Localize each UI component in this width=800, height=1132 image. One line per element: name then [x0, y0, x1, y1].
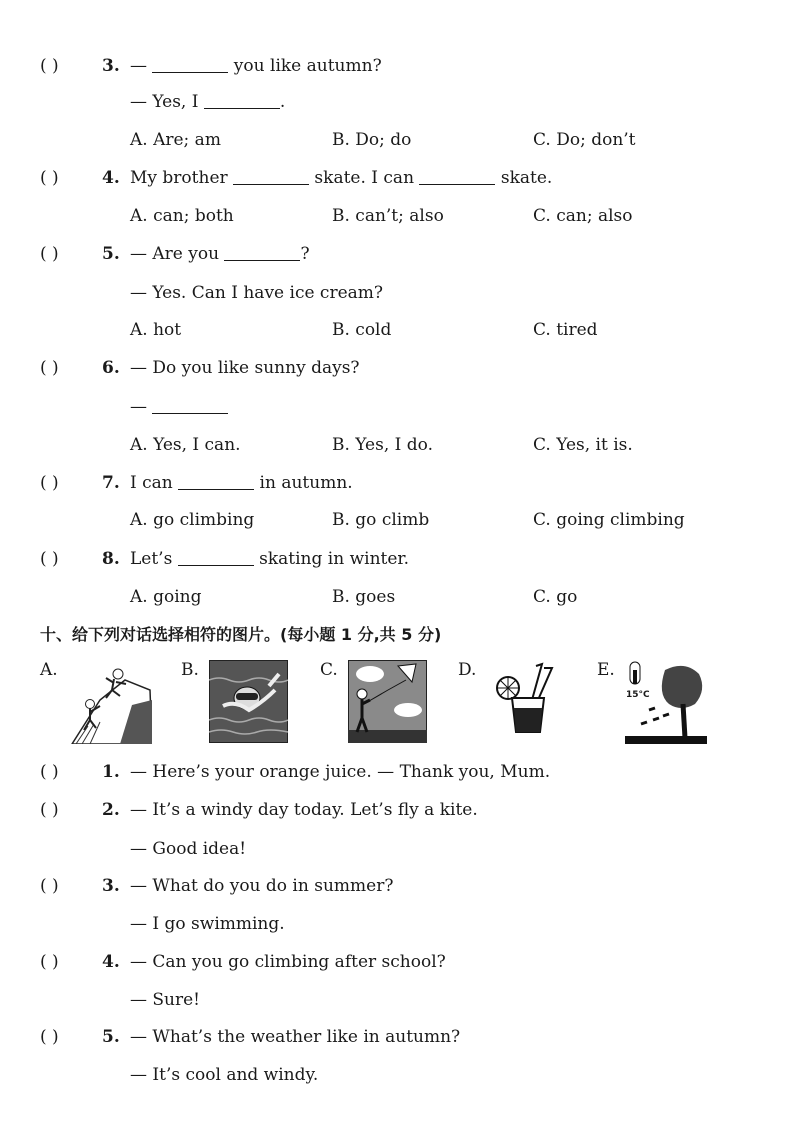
question-number: 7.	[102, 473, 120, 493]
option-b[interactable]: B. Do; do	[332, 130, 412, 150]
answer-paren[interactable]: ( )	[40, 800, 59, 820]
option-a[interactable]: A. go climbing	[130, 510, 255, 530]
question-text: Let’s skating in winter.	[130, 549, 410, 569]
answer-paren[interactable]: ( )	[40, 56, 59, 76]
section-heading: 十、给下列对话选择相符的图片。(每小题 1 分,共 5 分)	[40, 625, 442, 644]
option-c[interactable]: C. can; also	[533, 206, 633, 226]
picture-label-e: E.	[597, 660, 615, 680]
fill-blank[interactable]	[152, 56, 228, 73]
option-b[interactable]: B. Yes, I do.	[332, 435, 433, 455]
option-b[interactable]: B. go climb	[332, 510, 430, 530]
option-a[interactable]: A. Yes, I can.	[130, 435, 241, 455]
question-number: 2.	[102, 800, 120, 820]
orange-juice-icon[interactable]	[496, 660, 558, 734]
answer-paren[interactable]: ( )	[40, 762, 59, 782]
answer-paren[interactable]: ( )	[40, 473, 59, 493]
option-b[interactable]: B. can’t; also	[332, 206, 444, 226]
question-number: 4.	[102, 168, 120, 188]
question-number: 6.	[102, 358, 120, 378]
question-number: 3.	[102, 876, 120, 896]
swimming-picture-icon[interactable]	[209, 660, 288, 743]
option-a[interactable]: A. Are; am	[130, 130, 221, 150]
fill-blank[interactable]	[178, 473, 254, 490]
option-c[interactable]: C. going climbing	[533, 510, 685, 530]
fill-blank[interactable]	[419, 168, 495, 185]
question-text: — Are you ?	[130, 244, 310, 264]
answer-paren[interactable]: ( )	[40, 244, 59, 264]
option-c[interactable]: C. Yes, it is.	[533, 435, 633, 455]
question-text: I can in autumn.	[130, 473, 353, 493]
question-number: 8.	[102, 549, 120, 569]
option-c[interactable]: C. tired	[533, 320, 598, 340]
answer-paren[interactable]: ( )	[40, 549, 59, 569]
option-a[interactable]: A. hot	[130, 320, 182, 340]
thermometer-reading: 15°C	[626, 690, 650, 700]
fill-blank[interactable]	[152, 397, 228, 414]
fill-blank[interactable]	[204, 92, 280, 109]
fill-blank[interactable]	[224, 244, 300, 261]
fill-blank[interactable]	[178, 549, 254, 566]
answer-paren[interactable]: ( )	[40, 876, 59, 896]
option-a[interactable]: A. can; both	[130, 206, 234, 226]
question-number: 3.	[102, 56, 120, 76]
option-c[interactable]: C. go	[533, 587, 578, 607]
answer-paren[interactable]: ( )	[40, 1027, 59, 1047]
question-text: — you like autumn?	[130, 56, 382, 76]
climbing-picture-icon[interactable]	[70, 660, 152, 744]
answer-paren[interactable]: ( )	[40, 952, 59, 972]
option-a[interactable]: A. going	[130, 587, 202, 607]
picture-label-c: C.	[320, 660, 338, 680]
fill-blank[interactable]	[233, 168, 309, 185]
answer-paren[interactable]: ( )	[40, 168, 59, 188]
picture-label-a: A.	[40, 660, 58, 680]
question-number: 5.	[102, 244, 120, 264]
windy-tree-thermometer-icon[interactable]	[625, 660, 707, 744]
kite-picture-icon[interactable]	[348, 660, 427, 743]
question-number: 4.	[102, 952, 120, 972]
question-text: My brother skate. I can skate.	[130, 168, 553, 188]
question-number: 5.	[102, 1027, 120, 1047]
option-b[interactable]: B. cold	[332, 320, 392, 340]
picture-label-d: D.	[458, 660, 477, 680]
option-b[interactable]: B. goes	[332, 587, 396, 607]
picture-label-b: B.	[181, 660, 199, 680]
answer-paren[interactable]: ( )	[40, 358, 59, 378]
question-number: 1.	[102, 762, 120, 782]
option-c[interactable]: C. Do; don’t	[533, 130, 636, 150]
